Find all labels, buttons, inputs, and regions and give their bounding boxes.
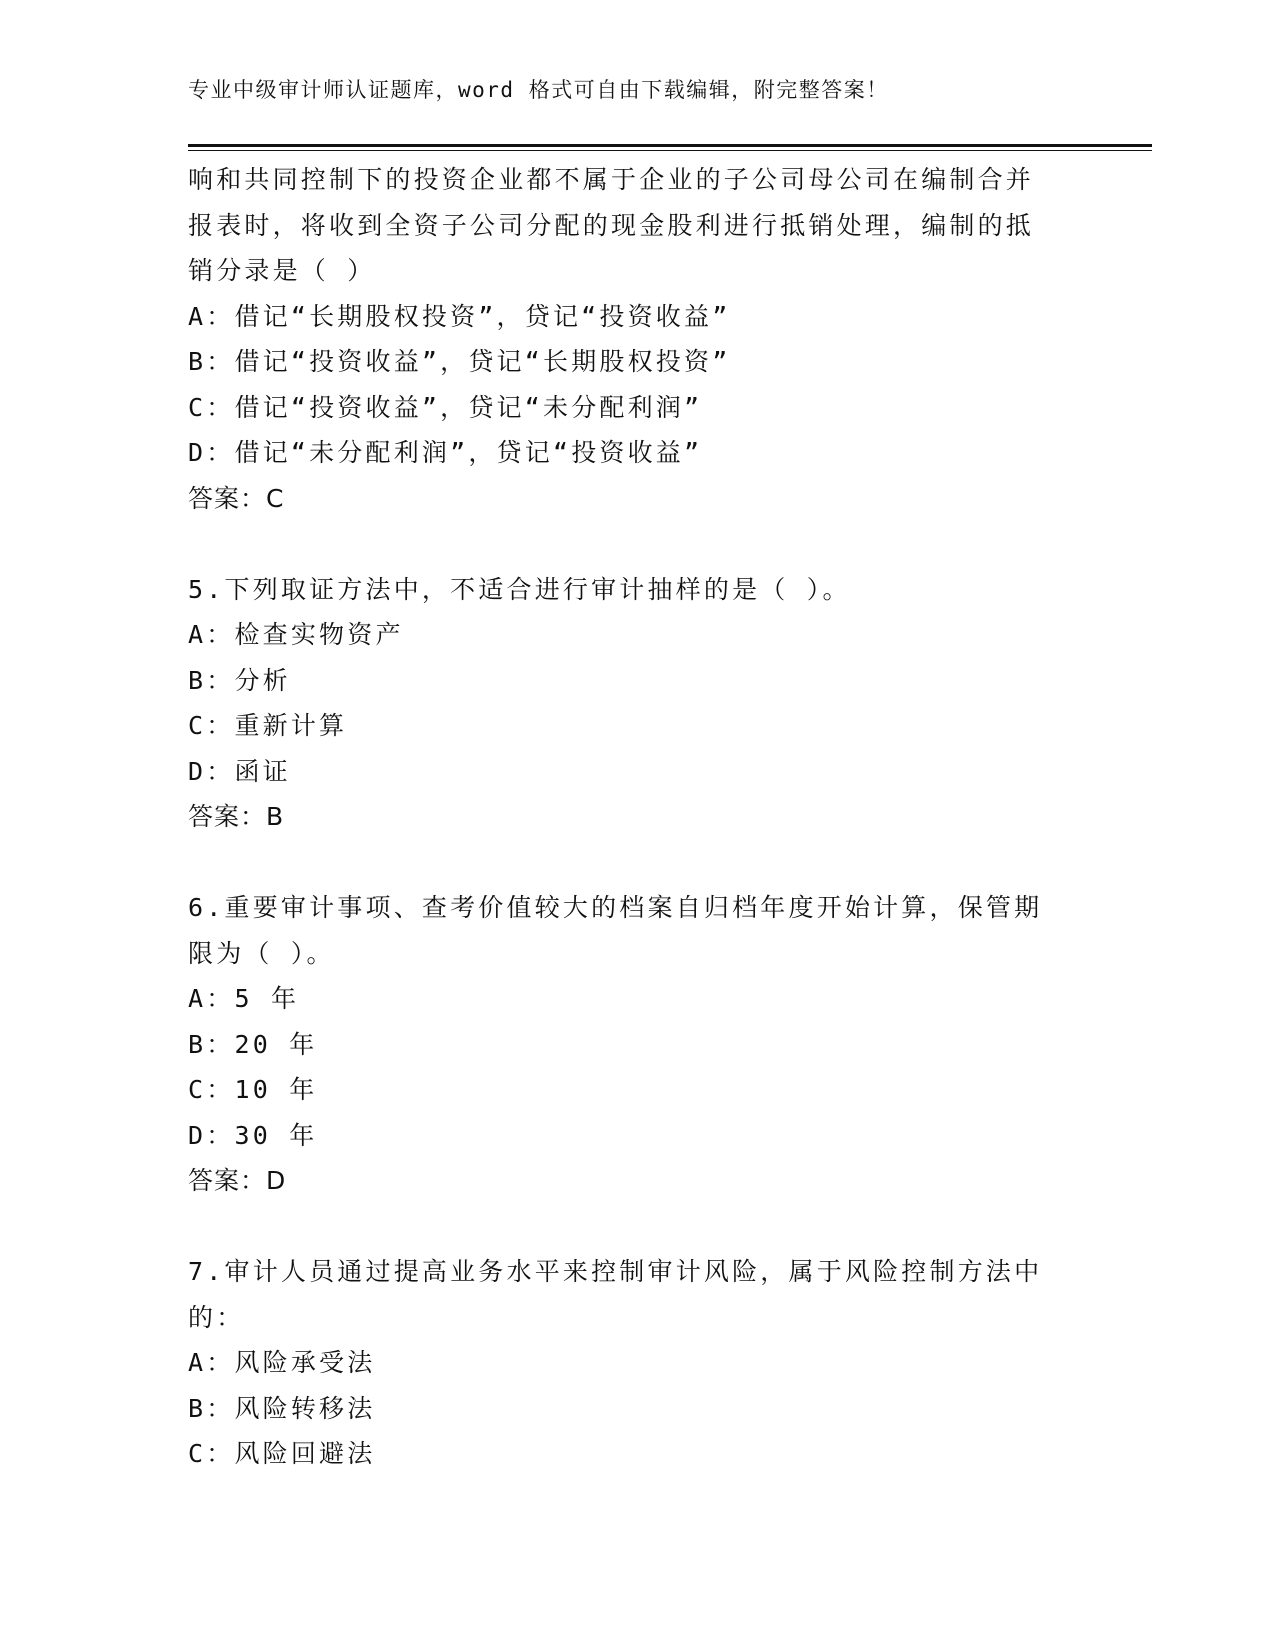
answer: 答案：B	[188, 802, 285, 831]
question-4	[188, 157, 1068, 521]
header-rule-thick	[188, 144, 1152, 147]
document-body	[188, 157, 1068, 1477]
option-b: B：20 年	[188, 1029, 318, 1059]
page-header: 专业中级审计师认证题库，word 格式可自由下载编辑，附完整答案！	[188, 78, 889, 102]
spacer	[188, 521, 1068, 567]
option-a: A：借记“长期股权投资”，贷记“投资收益”	[188, 301, 731, 331]
option-d: D：借记“未分配利润”，贷记“投资收益”	[188, 438, 703, 467]
question-stem-line: 响和共同控制下的投资企业都不属于企业的子公司母公司在编制合并	[188, 165, 1035, 194]
option-d: D：函证	[188, 756, 291, 786]
option-a: A：风险承受法	[188, 1348, 376, 1377]
option-b: B：借记“投资收益”，贷记“长期股权投资”	[188, 347, 731, 376]
answer: 答案：D	[188, 1166, 287, 1195]
option-c: C：风险回避法	[188, 1439, 376, 1468]
question-stem-line: 7.审计人员通过提高业务水平来控制审计风险，属于风险控制方法中	[188, 1257, 1043, 1286]
question-stem-line: 6.重要审计事项、查考价值较大的档案自归档年度开始计算，保管期	[188, 893, 1043, 922]
question-stem-line: 的：	[188, 1302, 245, 1332]
option-a: A：检查实物资产	[188, 620, 404, 649]
option-c: C：重新计算	[188, 711, 348, 740]
option-c: C：借记“投资收益”，贷记“未分配利润”	[188, 392, 703, 422]
option-b: B：分析	[188, 665, 291, 695]
option-d: D：30 年	[188, 1120, 318, 1150]
question-stem-line: 5.下列取证方法中，不适合进行审计抽样的是（ ）。	[188, 574, 851, 604]
header-rule-thin	[188, 150, 1152, 151]
question-stem-line: 销分录是（ ）	[188, 256, 376, 285]
answer: 答案：C	[188, 483, 285, 513]
question-7	[188, 1249, 1068, 1477]
question-5	[188, 567, 1068, 840]
spacer	[188, 840, 1068, 886]
option-a: A：5 年	[188, 984, 300, 1013]
option-b: B：风险转移法	[188, 1393, 376, 1423]
question-stem-line: 报表时，将收到全资子公司分配的现金股利进行抵销处理，编制的抵	[188, 210, 1035, 240]
spacer	[188, 1204, 1068, 1250]
option-c: C：10 年	[188, 1075, 318, 1104]
question-6	[188, 885, 1068, 1204]
question-stem-line: 限为（ ）。	[188, 938, 335, 968]
